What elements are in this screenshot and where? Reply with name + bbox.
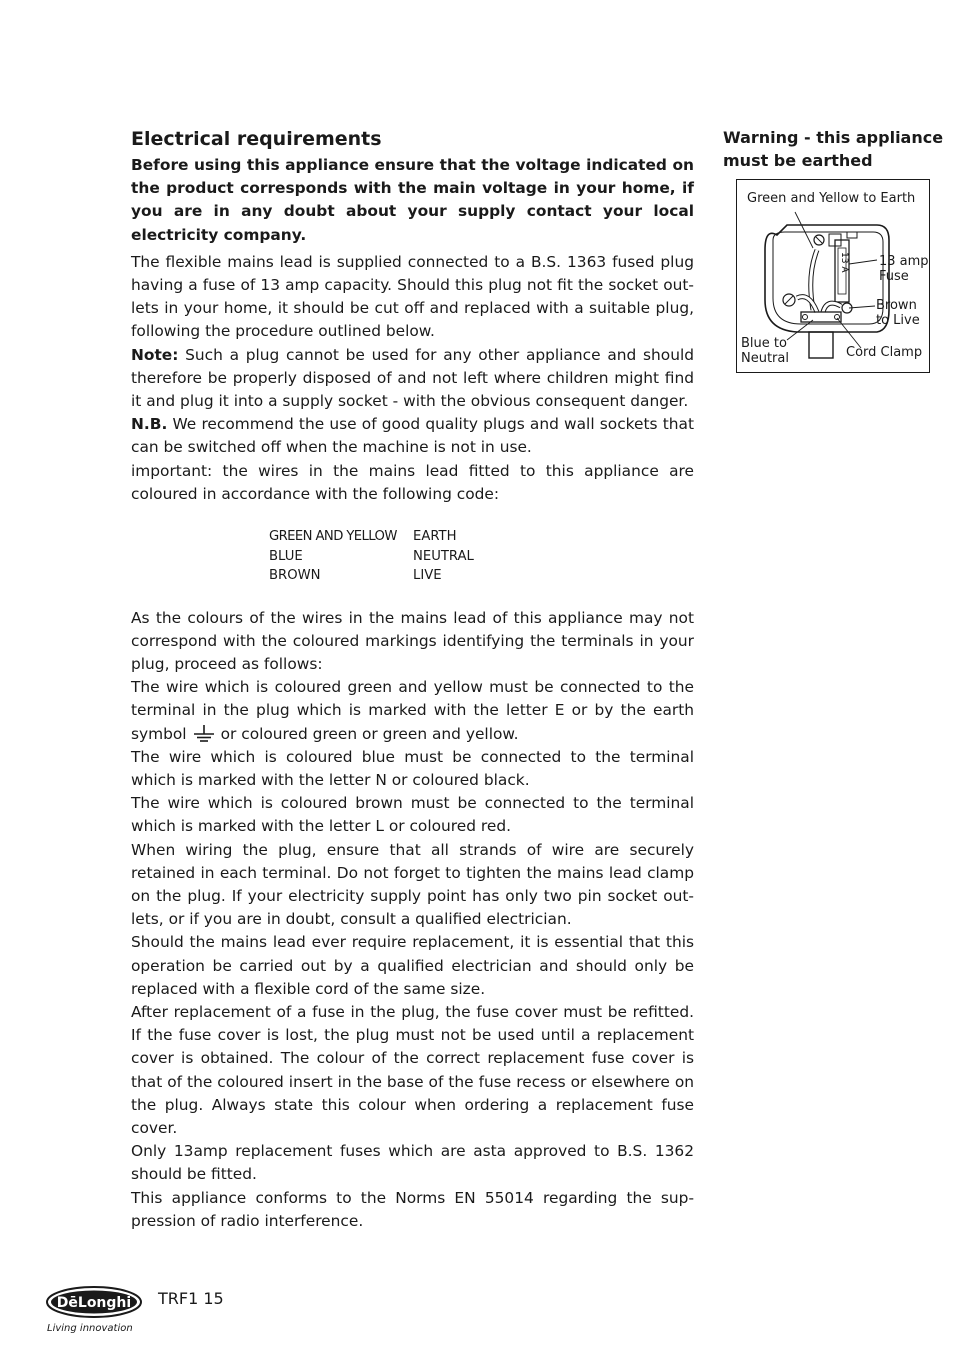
earth-warning [723,127,945,172]
paragraph-important: important: the wires in the mains lead fitted to this appliance are coloured in accordance with the following code: [131,461,694,503]
label-fuse [879,254,929,284]
label-neutral-line2: Neutral [741,351,789,366]
sidebar [723,127,945,366]
label-fuse-line1: 13 amp [879,254,929,269]
label-live [876,298,920,328]
delonghi-logo [45,1285,143,1323]
code-colour: GREEN AND YELLOW [269,529,397,545]
earth-warning-line1: Warning - this appliance [723,128,944,147]
label-earth: Green and Yellow to Earth [747,191,916,206]
code-meaning: NEUTRAL [413,548,474,564]
paragraph-brown-wire: The wire which is coloured brown must be connected to the terminal which is marked with the letter L or coloured red. [131,794,694,836]
paragraph-blue-wire: The wire which is coloured blue must be connected to the terminal which is marked with the letter N or coloured black. [131,747,694,789]
wire-colour-code-table [269,527,694,586]
note-text: Such a plug cannot be used for any other appliance and should therefore be properly disposed of and not left where children might find it and plug it into a supply socket - with the obvious consequent danger. [131,345,694,411]
paragraph-plug-supply: The flexible mains lead is supplied connected to a B.S. 1363 fused plug having a fuse of 13 amp capacity. Should this plug not fit the socket out-lets in your home, it should be cut off and replaced with a suitable plug, following the procedure outlined below. [131,252,694,341]
label-live-line2: to Live [876,313,920,328]
paragraph-fuse-cover: After replacement of a fuse in the plug, the fuse cover must be refitted. If the fuse cover is lost, the plug must not be used until a replacement cover is obtained. The colour of the correct replacement fuse cover is that of the coloured insert in the base of the fuse recess or elsewhere on the plug. Always state this colour when ordering a replacement fuse cover. [131,1003,694,1138]
label-neutral-line1: Blue to [741,336,787,351]
paragraph-colours: As the colours of the wires in the mains lead of this appliance may not correspond with the coloured markings identifying the terminals in your plug, proceed as follows: [131,608,694,673]
voltage-warning: Before using this appliance ensure that the voltage indicated on the product corresponds with the main voltage in your home, if you are in any doubt about your supply contact your local electricity company. [131,156,694,244]
code-colour: BROWN [269,568,321,584]
plug-wiring-diagram [736,179,930,373]
paragraph-replacement: Should the mains lead ever require replacement, it is essential that this operation be carried out by a qualified electrician and should only be replaced with a flexible cord of the same size. [131,933,694,998]
nb-label: N.B. [131,415,168,434]
earth-warning-line2: must be earthed [723,150,873,170]
brand-logo-icon [45,1285,143,1319]
paragraph-wiring: When wiring the plug, ensure that all strands of wire are securely retained in each terminal. Do not forget to tighten the mains lead clamp on the plug. If your electricity supply point has only two pin socket out-lets, or if you are in doubt, consult a qualified electrician. [131,840,694,929]
brand-tagline: Living innovation [47,1323,133,1334]
earth-symbol-icon [191,725,217,743]
brand-name: DēLonghi [56,1295,132,1311]
code-meaning: LIVE [413,568,442,584]
main-content [131,127,694,1233]
paragraph-note [131,344,694,414]
paragraph-earth-wire [131,676,694,746]
page-number: TRF1 15 [158,1289,224,1308]
paragraph-nb [131,413,694,459]
label-fuse-line2: Fuse [879,269,909,284]
earth-wire-text: The wire which is coloured green and yellow must be connected to the terminal in the plug which is marked with the letter E or by the earth symbol [131,678,694,743]
label-neutral [741,336,789,366]
paragraph-fuses: Only 13amp replacement fuses which are asta approved to B.S. 1362 should be fitted. [131,1142,694,1184]
section-heading: Electrical requirements [131,128,382,150]
note-label: Note: [131,345,179,364]
nb-text: We recommend the use of good quality plugs and wall sockets that can be switched off when the machine is not in use. [131,415,694,457]
code-colour: BLUE [269,548,303,564]
label-live-line1: Brown [876,298,917,313]
fuse-marking: 13 A [839,252,849,273]
label-clamp: Cord Clamp [846,345,923,360]
earth-wire-text-end: or coloured green or green and yellow. [220,724,519,743]
paragraph-norms: This appliance conforms to the Norms EN 55014 regarding the sup-pression of radio interference. [131,1188,694,1230]
code-meaning: EARTH [413,529,457,545]
